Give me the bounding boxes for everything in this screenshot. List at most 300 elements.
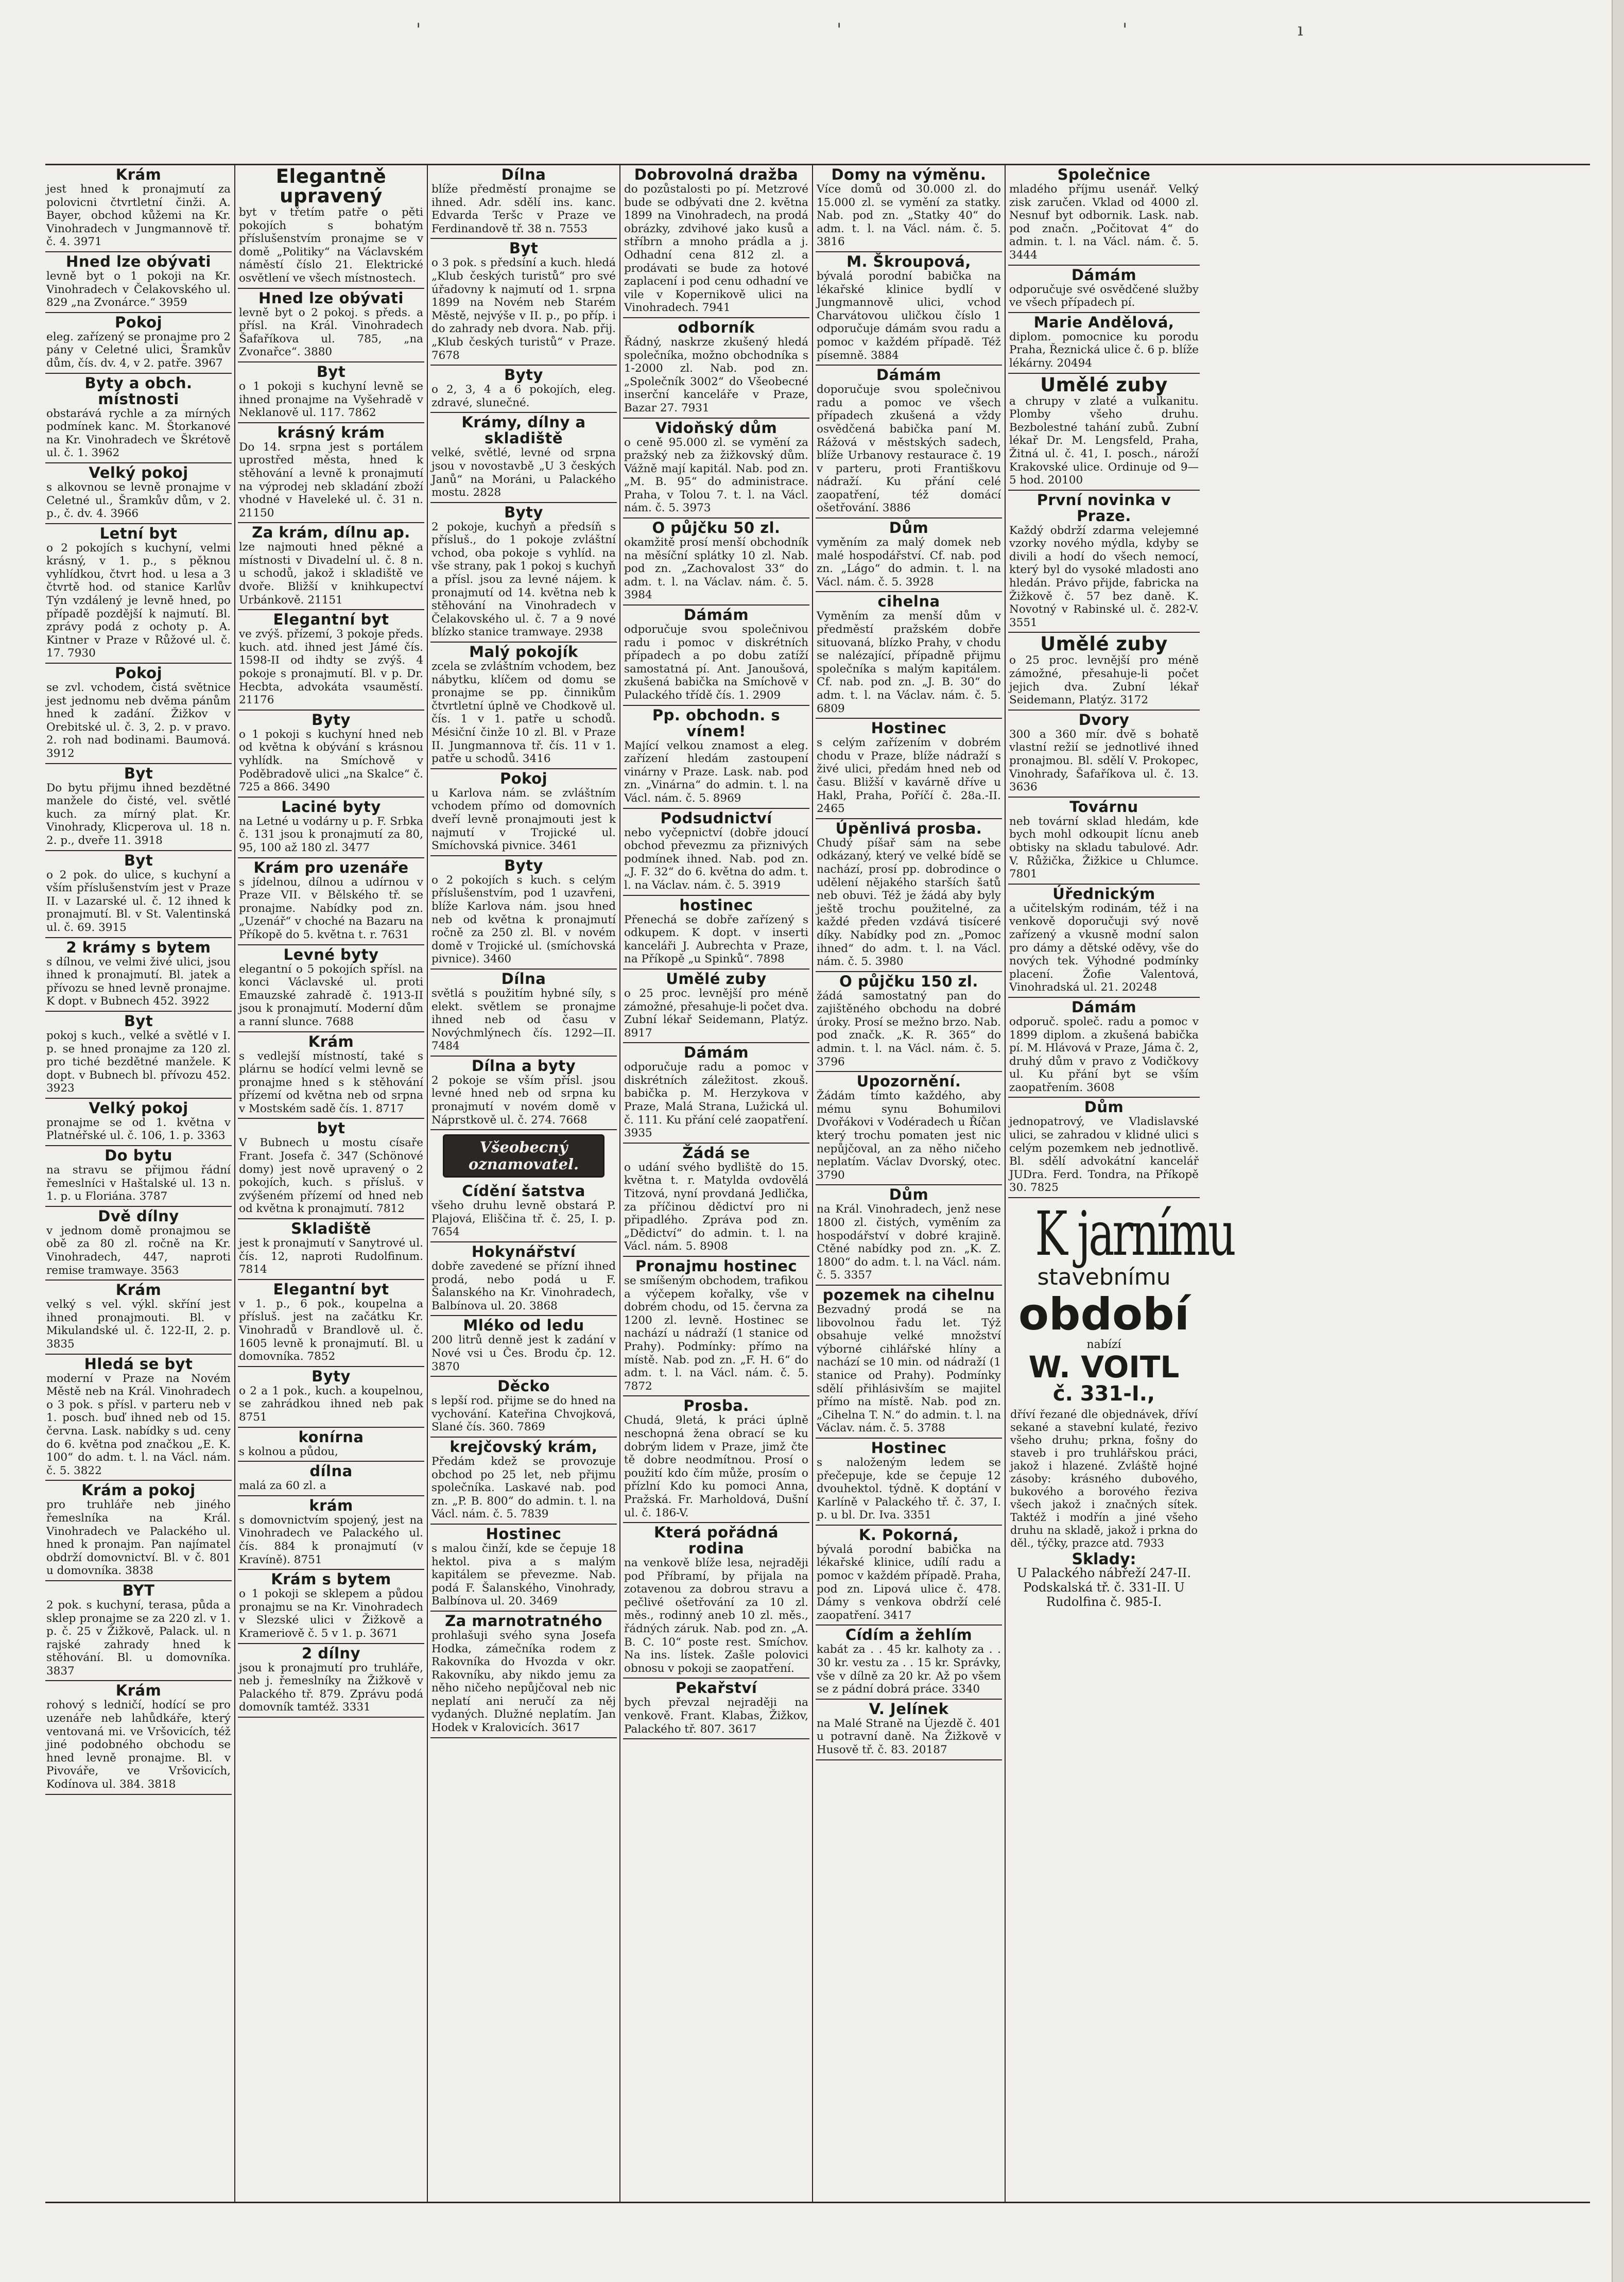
ad-text: bych převzal nejraději na venkově. Frant. Klabas, Žižkov, Palackého tř. 807. 3617 (624, 1696, 808, 1736)
classified-ad (238, 1496, 424, 1570)
ad-heading: Elegantní byt (273, 1280, 389, 1298)
classified-ad (623, 1396, 809, 1523)
classified-ad (623, 165, 809, 318)
ad-text: o 2 pokojích s kuch. s celým příslušenstvím, pod 1 uzavřeni, blíže Karlova nám. jsou hned neb od května k pronajmutí ročně za 250 zl. Bl. v novém domě v Trojické ul. (smíchovská pivnice). 3460 (431, 873, 616, 966)
classified-ad (238, 858, 424, 945)
ad-heading: Krám pro uzenáře (253, 858, 409, 876)
classified-ad (816, 1185, 1002, 1286)
ad-heading: cihelna (877, 593, 940, 611)
ad-heading: Levné byty (283, 945, 379, 963)
ad-heading: Dům (889, 519, 929, 537)
ad-heading: odborník (678, 318, 755, 336)
top-mark: ı (1298, 20, 1303, 40)
column-rule (619, 165, 620, 2202)
ad-text: na Malé Straně na Újezdě č. 401 u potravní daně. Na Žižkově v Husově tř. č. 83. 20187 (817, 1717, 1001, 1756)
ad-heading: Krám a pokoj (81, 1481, 196, 1499)
column-rule (1005, 165, 1006, 2202)
classified-ad (45, 1681, 232, 1794)
ad-text: o 1 pokoji se sklepem a půdou pronajmu se na Kr. Vinohradech v Slezské ulici v Žižkově a Krameriově č. 5 v 1. p. 3671 (239, 1587, 423, 1640)
ad-heading: Úřednickým (1052, 885, 1155, 903)
ad-heading: V. Jelínek (869, 1700, 949, 1718)
ad-text: odporučuje svou společnivou radu i pomoc v diskrétních případech a po dobu zatíží samostatná pí. Ant. Janoušová, zkušená babička na Smíchově v Pulackého třídě čís. 1. 2909 (624, 623, 808, 702)
classified-ad (238, 1219, 424, 1280)
ad-text: rohový s ledničí, hodící se pro uzenáře neb lahůdkáře, který ventovaná mi. ve Vršovicích, též jiné podobného obchodu se hned levně pronajme. Bl. v Pivováře, ve Vršovicích, Kodínova ul. 384. 3818 (46, 1699, 231, 1791)
column-rule (234, 165, 235, 2202)
classified-ad (45, 851, 232, 938)
ad-text: na venkově blíže lesa, nejraději pod Příbramí, by přijala na zotavenou za dobrou stravu a pečlivé ošetřování za 10 zl. měs., rodinný aneb 10 zl. měs., řádných záruk. Nab. pod zn. „A. B. C. 10“ poste rest. Smíchov. Na ins. lístek. Zašle polovici obnosu v pokoji se zaopatření. (624, 1557, 808, 1675)
ad-text: na Král. Vinohradech, jenž nese 1800 zl. čistých, vyměním za hospodářství v dobré krajině. Ctěné nabídky pod zn. „K. Z. 1800“ do adm. t. l. na Václ. nám. č. 5. 3357 (817, 1203, 1001, 1282)
classified-ad (45, 1012, 232, 1099)
ad-heading: Za marnotratného (445, 1612, 602, 1630)
column-5 (816, 165, 1002, 2202)
ad-heading: Umělé zuby (666, 970, 767, 988)
ad-heading: Laciné byty (281, 798, 381, 816)
ad-heading: Dámám (876, 366, 942, 384)
ad-text: o 2 pokojích s kuchyní, velmi krásný, v 1. p., s pěknou vyhlídkou, čtvrt hod. u lesa a 3 čtvrtě hod. od stanice Karlův Týn vzdálený je levně hned, po případě pozdější k najmutí. Bl. zprávy podá z ochoty p. A. Kintner v Praze v Růžové ul. č. 17. 7930 (46, 541, 231, 660)
ad-heading: Byt (316, 362, 346, 381)
classified-ad (430, 1525, 617, 1612)
ad-heading: Velký pokoj (89, 1099, 188, 1117)
classified-ad (623, 1523, 809, 1679)
classified-ad (816, 592, 1002, 719)
ad-text: Předám kdež se provozuje obchod po 25 let, neb přijmu společníka. Laskavé nab. pod zn. „P. B. 800“ do admin. t. l. na Václ. nám. č. 5. 7839 (431, 1455, 616, 1521)
ad-text: mladého příjmu usenář. Velký zisk zaručen. Vklad od 4000 zl. Nesnuf byt odbornik. Lask. nab. pod značn. „Počitovat 4“ do admin. t. l. na Václ. nám. č. 5. 3444 (1009, 183, 1199, 262)
ad-text: 2 pok. s kuchyní, terasa, půda a sklep pronajme se za 220 zl. v 1. p. č. 25 v Žižkově, Palack. ul. n rajské zahrady hned k stěhování. Bl. u domovníka. 3837 (46, 1598, 231, 1678)
ad-heading: Podsudnictví (660, 809, 772, 827)
ad-heading: Dům (889, 1186, 929, 1204)
ad-text: doporučuje svou společnivou radu a pomoc ve všech případech zkušená a vždy osvědčená babička paní M. Rážová v městských sadech, blíže Urbanovy restaurace č. 19 v parteru, proti Františkovu nádraží. Ku přání celé zaopatření, též domácí ošetřování. 3886 (817, 383, 1001, 515)
ad-text: diplom. pomocnice ku porodu Praha, Řeznická ulice č. 6 p. blíže lékárny. 20494 (1009, 330, 1199, 370)
ad-heading: Pronajmu hostinec (635, 1257, 798, 1275)
ad-text: a chrupy v zlaté a vulkanitu. Plomby všeho druhu. Bezbolestné tahání zubů. Zubní lékař Dr. M. Lengsfeld, Praha, Žitná ul. č. 41, I. posch., nároží Krakovské ulice. Ordinuje od 9—5 hod. 20100 (1009, 394, 1199, 487)
ad-text: byt v třetím patře o pěti pokojích s bohatým příslušenstvím pronajme se v domě „Politiky“ na Václavském náměstí číslo 21. Elektrické osvětlení ve všech místnostech. (239, 206, 423, 285)
ad-heading: Pekařství (675, 1679, 757, 1697)
ad-text: jest hned k pronajmutí za polovicni čtvrtletní činži. A. Bayer, obchod kůžemi na Kr. Vinohradech v Jungmannově tř. č. 4. 3971 (46, 183, 231, 249)
ad-text: v 1. p., 6 pok., koupelna a přísluš. jest na začátku Kr. Vinohradů v Brandlově ul. č. 1605 levně k pronajmutí. Bl. u domovníka. 7852 (239, 1297, 423, 1363)
ad-text: s vedlejší místností, také s plárnu se hodící velmi levně se pronajme hned s k stěhování přízemí od května neb od srpna v Mostském sadě čís. 1. 8717 (239, 1049, 423, 1115)
ad-text: s naloženým ledem se přečepuje, kde se čepuje 12 dvouhektol. týdně. K doptání v Karlíně v Palackého tř. č. 37, I. p. u bl. Dr. Iva. 3351 (817, 1456, 1001, 1522)
ad-text: odporuč. společ. radu a pomoc v 1899 diplom. a zkušená babička pí. M. Hlávová v Praze, Jáma č. 2, druhý dům v pravo z Vodičkovy ul. Ku přání byt se vším zaopatřením. 3608 (1009, 1015, 1199, 1094)
ad-heading: Která pořádná rodina (654, 1524, 779, 1558)
ad-heading: Umělé zuby (1040, 633, 1168, 655)
ad-heading: krejčovský krám, (450, 1438, 598, 1456)
classified-ad (238, 711, 424, 798)
classified-ad (1008, 998, 1200, 1098)
classified-ad (816, 252, 1002, 366)
ad-heading: O půjčku 50 zl. (652, 519, 781, 537)
promo-subline: nabízí (1086, 1338, 1121, 1352)
ad-heading: Cídím a žehlím (845, 1626, 973, 1644)
classified-ad (238, 362, 424, 423)
top-mark: ' (837, 20, 842, 40)
ad-heading: Umělé zuby (1040, 373, 1168, 396)
classified-ad (45, 313, 232, 374)
classified-ad (816, 366, 1002, 518)
ad-text: Žádám tímto každého, aby mému synu Bohumilovi Dvořákovi v Vodéradech u Říčan který trochu pomaten jest nic nepůjčoval, an za něho ničeho neplatím. Václav Dvorský, otec. 3790 (817, 1090, 1001, 1182)
classified-ad (238, 610, 424, 711)
ad-heading: Hledá se byt (84, 1355, 193, 1373)
classified-ad (238, 1119, 424, 1219)
ad-text: neb tovární sklad hledám, kde bych mohl odkoupit lícnu aneb obtisky na skladu tabulové. Adr. V. Růžička, Žižkice u Chlumce. 7801 (1009, 815, 1199, 881)
ad-heading: Děcko (497, 1377, 550, 1395)
classified-ad (45, 1099, 232, 1146)
column-2 (238, 165, 424, 2202)
ad-heading: Hostinec (871, 719, 947, 737)
classified-ad (45, 1481, 232, 1581)
ad-heading: Úpěnlivá prosba. (835, 819, 982, 837)
ad-text: jsou k pronajmutí pro truhláře, neb j. řemeslníky na Žižkově v Palackého tř. 879. Zprávu podá domovník tamtéž. 3331 (239, 1661, 423, 1714)
top-marks (0, 20, 1624, 40)
ad-text: jest k pronajmutí v Sanytrové ul. čís. 12, naproti Rudolfinum. 7814 (239, 1237, 423, 1276)
ad-text: ve zvýš. přízemí, 3 pokoje předs. kuch. atd. ihned jest Jámé čís. 1598-II od ihdty se zvýš. 4 pokoje s pronajmutí. Bl. v p. Dr. Hecbta, advokáta vsauměstí. 21176 (239, 628, 423, 707)
ad-text: kabát za . . 45 kr. kalhoty za . . 30 kr. vestu za . . 15 kr. Správky, vše v dílně za 20 kr. Až po všem se z pádní dobrá práce. 3340 (817, 1643, 1001, 1696)
ad-heading: Dílna a byty (471, 1057, 576, 1075)
classified-ad (816, 819, 1002, 972)
classified-ad (430, 856, 617, 970)
ad-text: 200 litrů denně jest k zadání v Nové vsi u Čes. Brodu čp. 12. 3870 (431, 1334, 616, 1373)
ad-text: u Karlova nám. se zvláštním vchodem přímo od domovních dveří levně pronajmouti jest k najmutí v Trojické ul. Smíchovská pivnice. 3461 (431, 786, 616, 853)
ad-heading: Žádá se (682, 1144, 750, 1162)
classified-ad (238, 289, 424, 362)
classified-ad (238, 945, 424, 1032)
classified-ad (623, 1043, 809, 1144)
classified-ad (45, 1281, 232, 1354)
ad-heading: 2 krámy s bytem (66, 938, 211, 956)
ad-text: Řádný, naskrze zkušený hledá společníka, možno obchodníka s 1-2000 zl. Nab. pod zn. „Společník 3002“ do Všeobecné inserční kanceláře v Praze, Bazar 27. 7931 (624, 335, 808, 414)
ad-text: moderní v Praze na Novém Městě neb na Král. Vinohradech o 3 pok. s přísl. v parteru neb v 1. posch. buď ihned neb od 15. června. Lask. nabídky s ud. ceny do 6. května pod značkou „E. K. 100“ do adm. t. l. na Václ. nám. č. 5. 3822 (46, 1372, 231, 1477)
ad-heading: Dámám (1071, 998, 1137, 1016)
ad-heading: Továrnu (1069, 798, 1138, 816)
ad-heading: pozemek na cihelnu (822, 1286, 995, 1304)
column-4 (623, 165, 809, 2202)
classified-ad (430, 239, 617, 366)
ad-text: o 2 pok. do ulice, s kuchyní a vším příslušenstvím jest v Praze II. v Lazarské ul. č. 12 ihned k pronajmutí. Bl. v St. Valentinská ul. č. 69. 3915 (46, 868, 231, 934)
column-6 (1008, 165, 1234, 2202)
classified-ad (430, 1612, 617, 1738)
ad-text: Do 14. srpna jest s portálem uprostřed města, hned k stěhování a levně k pronajmutí na výprodej neb skladání zboží vhodné v Haveleké ul. č. 31 n. 21150 (239, 440, 423, 520)
ad-heading: Byty (312, 1367, 351, 1385)
promo-address: č. 331-I., (1052, 1381, 1155, 1406)
classified-ad (45, 764, 232, 851)
ad-text: nebo vyčepnictví (dobře jdoucí obchod převezmu za přiznivých podmínek ihned. Nab. pod zn. „J. F. 32“ do 6. května do adm. t. l. na Václav. nám. č. 5. 3919 (624, 826, 808, 892)
ad-text: jednopatrový, ve Vladislavské ulici, se zahradou v klidné ulici s celým pozemkem neb jednotlivě. Bl. sdělí advokátní kancelář JUDra. Ferd. Tondra, na Příkopě 30. 7825 (1009, 1115, 1199, 1195)
ad-heading: Byt (509, 239, 539, 257)
ad-text: malá za 60 zl. a (239, 1479, 326, 1493)
classified-ad (45, 463, 232, 524)
ad-text: odporučuje své osvědčené služby ve všech případech pí. (1009, 283, 1199, 309)
promo-subline: stavebnímu (1037, 1264, 1171, 1291)
classified-ad (1008, 266, 1200, 313)
ad-text: o 2 a 1 pok., kuch. a koupelnou, se zahrádkou ihned neb pak 8751 (239, 1384, 423, 1424)
classified-ad (430, 1182, 617, 1242)
classified-ad (816, 1700, 1002, 1760)
classified-ad (45, 524, 232, 664)
classified-ad (45, 938, 232, 1012)
ad-text: dobře zavedené se přízní ihned prodá, nebo podá u F. Šalanského na Kr. Vinohradech, Balbínova ul. 20. 3868 (431, 1260, 616, 1312)
ad-heading: Do bytu (105, 1147, 172, 1165)
ad-text: s kolnou a půdou, (239, 1445, 338, 1458)
ad-heading: Dům (1084, 1098, 1124, 1116)
ad-heading: Dobrovolná dražba (634, 166, 799, 183)
classified-ad (816, 719, 1002, 819)
ad-text: velké, světlé, levné od srpna jsou v novostavbě „U 3 českých Janů“ na Moráni, u Palackého mostu. 2828 (431, 446, 616, 499)
ad-text: s dílnou, ve velmi živé ulici, jsou ihned k pronajmutí. Bl. jatek a přívozu se hned levně pronajme. K dopt. v Bubnech 452. 3922 (46, 955, 231, 1008)
classified-ad (238, 423, 424, 524)
ad-text: 2 pokoje, kuchyň a předsíň s přísluš., do 1 pokoje zvláštní vchod, oba pokoje s vyhlíd. na vše strany, pak 1 pokoj s kuchyň a přísl. jsou za levné nájem. k pronajmutí od 14. května neb k stěhování na Vinohradech v Čelakovského ul. č. 7 a 9 nové blízko stanice tramwaye. 2938 (431, 520, 616, 639)
ad-text: V Bubnech u mostu císaře Frant. Josefa č. 347 (Schönové domy) jest nově upravený o 2 pokojích, kuch. s přísluš. v zvýšeném přízemí od hned neb od května k pronajmutí. 7812 (239, 1136, 423, 1216)
ad-text: o udání svého bydliště do 15. května t. r. Matylda ovdovělá Titzová, nyní provdaná Jedlička, za příčinou dědictví pro ni připadlého. Zpráva pod zn. „Dědictví“ do admin. t. l. na Václ. nám. 5. 8908 (624, 1161, 808, 1253)
classified-ad (816, 1526, 1002, 1626)
ad-text: Přenechá se dobře zařízený s odkupem. K dopt. v inserti kanceláři J. Aubrechta v Praze, na Příkopě „u Spinků“. 7898 (624, 913, 808, 966)
ad-text: Chudý píšař sám na sebe odkázaný, který ve velké bídě se nachází, prosí pp. dobrodince o udělení nějakého starších šatů neb obuvi. Též je žádá aby byly ještě trochu použitelné, za každé předen vzdává tisíceré díky. Nabídky pod zn. „Pomoc ihned“ do adm. t. l. na Václ. nám. č. 5. 3980 (817, 836, 1001, 969)
ad-text: Chudá, 9letá, k práci úplně neschopná žena obrací se ku dobrým lidem v Praze, jimž čte tě dobre neodmítnou. Prosí o použití kdo čím může, prosím o přízlní Kdo ku pomoci Anna, Pražská. Fr. Marholdová, Dušní ul. č. 186-V. (624, 1414, 808, 1519)
classified-ad (238, 1462, 424, 1496)
ad-heading: Byty (312, 711, 351, 729)
ad-text: světlá s použitím hybné síly, s elekt. světlem se pronajme ihned neb od času v Novýchmlýnech čís. 1292—II. 7484 (431, 987, 616, 1053)
ad-text: vyměním za malý domek neb malé hospodářství. Cf. nab. pod zn. „Lágo“ do admin. t. l. na Václ. nám. č. 5. 3928 (817, 536, 1001, 589)
classified-ad (238, 165, 424, 289)
classified-ad (238, 1280, 424, 1367)
ad-heading: Byty a obch. místnosti (84, 374, 193, 408)
ad-text: Mající velkou znamost a eleg. zařízení hledám zastoupení vinárny v Praze. Lask. nab. pod zn. „Vinárna“ do admin. t. l. na Václ. nám. č. 5. 8969 (624, 739, 808, 805)
ad-text: v jednom domě pronajmou se obě za 80 zl. ročně na Kr. Vinohradech, 447, naproti remise tramwaye. 3563 (46, 1224, 231, 1277)
ad-text: žádá samostatný pan do zajištěného obchodu na dobré úroky. Prosí se mežno brzo. Nab. pod značk. „K. R. 365“ do admin. t. l. na Václ. nám. č. 5. 3796 (817, 989, 1001, 1068)
classified-ad (430, 1057, 617, 1130)
ad-text: Každý obdrží zdarma velejemné vzorky nového mýdla, kdyby se divili a hodí do všech nemocí, který byl do vysoké mladosti ano hledán. Právo přijde, fabricka na Žižkově č. 57 bez daně. K. Novotný v Rabinské ul. č. 282-V. 3551 (1009, 524, 1199, 629)
classified-ad (238, 1032, 424, 1119)
ad-heading: Cídění šatstva (462, 1182, 585, 1200)
classified-ad (623, 896, 809, 970)
ad-heading: K. Pokorná, (858, 1526, 959, 1544)
classified-ad (238, 523, 424, 610)
ad-heading: Elegantně upravený (275, 165, 387, 207)
classified-ad (430, 1242, 617, 1316)
classified-ad (430, 1438, 617, 1525)
classified-ad (430, 643, 617, 769)
ad-heading: Pokoj (499, 769, 548, 787)
ad-heading: BYT (122, 1581, 155, 1599)
ad-heading: Hokynářství (471, 1243, 576, 1261)
ad-text: o 25 proc. levnější pro méně zámožné, přesahuje-li počet jejich dva. Zubní lékař Seidemann, Platýz. 3172 (1009, 654, 1199, 707)
ad-heading: Hostinec (486, 1525, 562, 1543)
column-1 (45, 165, 232, 2202)
classified-ad (1008, 711, 1200, 798)
ad-text: Bezvadný prodá se na libovolnou řadu let. Týž obsahuje velké množství výborné cihlářské hlíny a nachází se 10 min. od nádraží (1 stanice od Prahy). Podmínky sdělí přihlásivším se majitel přímo na místě. Nab. pod zn. „Cihelna T. N.“ do admin. t. l. na Václav. nám. č. 5. 3788 (817, 1303, 1001, 1435)
ad-text: o 1 pokoji s kuchyní hned neb od května k obývání s krásnou vyhlídk. na Smíchově v Poděbradově ulici „na Skalce“ č. 725 a 866. 3490 (239, 728, 423, 794)
classified-ad (1008, 313, 1200, 374)
ad-text: Více domů od 30.000 zl. do 15.000 zl. se vymění za statky. Nab. pod zn. „Statky 40“ do adm. t. l. na Václ. nám. č. 5. 3816 (817, 183, 1001, 249)
ad-heading: Společnice (1057, 166, 1151, 183)
ad-text: o 3 pok. s předsíní a kuch. hledá „Klub českých turistů“ pro své úřadovny k najmutí od 1. srpna 1899 na Novém neb Starém Městě, nejvýše v II. p., po příp. i do zahrady neb dvora. Nab. přij. „Klub českých turistů“ v Praze. 7678 (431, 256, 616, 362)
classified-ad (816, 1626, 1002, 1699)
ad-heading: Hned lze obývati (66, 252, 211, 270)
ad-heading: krám (309, 1496, 353, 1514)
promo-body: dříví řezané dle objednávek, dříví sekané a stavební kulaté, řezivo všeho druhu; prkna, fošny do staveb i pro truhlářskou práci, jakož i hlazené. Zvláště hojné zásoby: krásného dubového, bukového a borového řeziva všech jakož i značných sítek. Taktéž i modřín a jiné všeho druhu na skladě, jakož i prkna do děl., týčky, prazce atd. 7933 (1010, 1408, 1198, 1549)
ad-heading: Domy na výměnu. (831, 166, 987, 183)
display-advertisement (1008, 1198, 1234, 1610)
ad-heading: Pokoj (114, 664, 163, 682)
ad-heading: Krám s bytem (271, 1570, 391, 1588)
ad-heading: Krám (115, 1281, 162, 1299)
classified-ad (430, 413, 617, 503)
ad-text: s alkovnou se levně pronajme v Celetné ul., Šramkův dům, v 2. p., č. dv. 4. 3966 (46, 480, 231, 521)
ad-heading: Dámám (683, 1044, 749, 1062)
classified-ad (1008, 165, 1200, 266)
ad-text: do pozůstalosti po pí. Metzrové bude se odbývati dne 2. května 1899 na Vinohradech, na prodá obrázky, zdvihové jako kusů a stříbrn a mnoho prádla a j. Odhadní cena 812 zl. a prodávati se bude za hotové zaplacení i pod cenu odhadní ve vile v Kopernikově ulici na Vinohradech. 7941 (624, 183, 808, 315)
ad-heading: konírna (298, 1428, 364, 1446)
ad-text: odporučuje radu a pomoc v diskrétních záležitost. zkouš. babička p. M. Herzykova v Praze, Malá Strana, Lužická ul. č. 111. Ku přání celé zaopatření. 3935 (624, 1061, 808, 1140)
classified-ad (430, 1377, 617, 1438)
ad-heading: Upozornění. (856, 1073, 961, 1091)
classified-ad (45, 664, 232, 764)
ad-text: na stravu se přijmou řádní řemeslníci v Haštalské ul. 13 n. 1. p. u Floriána. 3787 (46, 1164, 231, 1203)
ad-heading: Malý pokojík (469, 643, 578, 661)
ad-text: lze najmouti hned pěkné a místnosti v Divadelní ul. č. 8 n. u schodů, jakož i skladiště ve dvoře. Bližší v knihkupectví Urbánkově. 21151 (239, 541, 423, 607)
ad-text: blíže předměstí pronajme se ihned. Adr. sdělí ins. kanc. Edvarda Teršc v Praze ve Ferdinandově tř. 38 n. 7553 (431, 183, 616, 235)
top-mark: ' (416, 20, 421, 40)
ad-heading: Byty (504, 366, 543, 384)
ad-heading: Dvě dílny (98, 1207, 179, 1225)
ad-heading: O půjčku 150 zl. (839, 972, 978, 990)
ad-text: o 25 proc. levnější pro méně zámožné, přesahuje-li počet dva. Zubní lékař Seidemann, Platýz. 8917 (624, 987, 808, 1040)
ad-text: levně byt o 1 pokoji na Kr. Vinohradech v Čelakovského ul. 829 „na Zvonárce.“ 3959 (46, 269, 231, 309)
ad-heading: Hned lze obývati (258, 289, 404, 307)
classified-ad (816, 1072, 1002, 1185)
ad-heading: Marie Andělová, (1033, 313, 1174, 331)
ad-text: 300 a 360 mír. dvě s bohatě vlastní režií se jednotlivé ihned pronajmou. Bl. sdělí V. Prokopec, Vinohrady, Šafaříkova ul. č. 13. 3636 (1009, 728, 1199, 794)
section-banner: Všeobecný oznamovatel. (443, 1134, 604, 1178)
classified-ad (45, 165, 232, 252)
ad-heading: Skladiště (291, 1220, 371, 1238)
ad-heading: První novinka v Praze. (1036, 491, 1171, 525)
classified-ad (45, 1146, 232, 1207)
classified-ad (623, 318, 809, 419)
promo-headline: K jarnímu (1035, 1198, 1234, 1270)
newspaper-classifieds-page (45, 164, 1590, 2203)
ad-text: s domovnictvím spojený, jest na Vinohradech ve Palackého ul. čís. 884 k pronajmutí (v Kravíně). 8751 (239, 1513, 423, 1566)
ad-text: obstarává rychle a za mírných podmínek kanc. M. Štorkanové na Kr. Vinohradech ve Škrétově ul. č. 1. 3962 (46, 407, 231, 460)
ad-text: Do bytu přijmu ihned bezdětné manžele do čisté, vel. světlé kuch. za mírný plat. Kr. Vinohrady, Klicperova ul. 18 n. 2. p., dveře 11. 3918 (46, 781, 231, 847)
ad-heading: Vidoňský dům (655, 419, 778, 437)
classified-ad (430, 970, 617, 1057)
classified-ad (45, 374, 232, 463)
ad-text: zcela se zvláštním vchodem, bez nábytku, klíčem od domu se pronajme se pp. činnikům čtvrtletní úplně ve Chodkově ul. čís. 1 v 1. patře u schodů. Mésiční činže 10 zl. Bl. v Praze II. Jungmannova tř. čís. 11 v 1. patře u schodů. 3416 (431, 660, 616, 766)
ad-text: s malou činží, kde se čepuje 18 hektol. piva a s malým kapitálem se převezme. Nab. podá F. Šalanského, Vinohrady, Balbínova ul. 20. 3469 (431, 1542, 616, 1608)
page-edge (1612, 0, 1624, 2282)
ad-heading: 2 dílny (302, 1644, 360, 1662)
promo-sklady-heading: Sklady: (1072, 1550, 1136, 1568)
classified-ad (623, 1679, 809, 1739)
ad-heading: Dámám (1071, 266, 1137, 284)
ad-text: s lepší rod. přijme se do hned na vychování. Kateřina Chvojková, Slané čís. 360. 7869 (431, 1394, 616, 1434)
classified-ad (45, 1581, 232, 1682)
ad-text: o 2, 3, 4 a 6 pokojích, eleg. zdravé, slunečné. (431, 383, 616, 409)
classified-ad (238, 1644, 424, 1718)
promo-subline: období (1018, 1289, 1190, 1341)
ad-heading: M. Škroupová, (846, 252, 971, 270)
classified-ad (238, 1367, 424, 1428)
classified-ad (238, 1428, 424, 1462)
classified-ad (816, 518, 1002, 592)
ad-heading: Byt (124, 764, 153, 782)
classified-ad (816, 972, 1002, 1073)
classified-ad (623, 518, 809, 606)
ad-heading: Krám (115, 166, 162, 183)
ad-text: se smíšeným obchodem, trafikou a výčepem kořalky, vše v dobrém chodu, od 15. června za 1200 zl. levně. Hostinec se nachází u nádraží (1 stanice od Prahy). Podmínky: přímo na místě. Nab. pod zn. „F. H. 6“ do adm. t. l. na Václ. nám. č. 5. 7872 (624, 1274, 808, 1393)
ad-heading: Krám (308, 1032, 354, 1050)
ad-text: všeho druhu levně obstará P. Plajová, Eliščina tř. č. 25, I. p. 7654 (431, 1199, 616, 1239)
ad-heading: Mléko od ledu (463, 1317, 584, 1335)
ad-heading: Za krám, dílnu ap. (252, 524, 410, 542)
classified-ad (430, 503, 617, 643)
ad-heading: Byt (124, 851, 153, 869)
classified-ad (1008, 1098, 1200, 1198)
ad-heading: Velký pokoj (89, 463, 188, 481)
ad-heading: Krámy, dílny a skladiště (461, 413, 586, 447)
classified-ad (430, 1316, 617, 1377)
ad-text: s celým zařízením v dobrém chodu v Praze, blíže nádraží s živé ulici, předám hned neb od času. Bližší v kavárně dříve u Hakl, Praha, Poříčí č. 28a.-II. 2465 (817, 736, 1001, 816)
ad-heading: Dílna (501, 970, 546, 988)
classified-ad (1008, 374, 1200, 491)
ad-heading: Hostinec (871, 1439, 947, 1457)
ad-text: elegantní o 5 pokojích spřísl. na konci Václavské ul. proti Emauzské zahradě č. 1913-II jsou k pronajmutí. Moderní dům a ranní slunce. 7688 (239, 962, 423, 1028)
ad-text: a učitelským rodinám, též i na venkově doporučuji svý nově zařízený a vkusně modní salon pro dámy a dětské oděvy, vše do nových tek. Výhodné podmínky placení. Žofie Valentová, Vinohradská ul. 21. 20248 (1009, 902, 1199, 994)
classified-ad (45, 1207, 232, 1281)
ad-heading: krásný krám (277, 423, 385, 441)
classified-ad (816, 165, 1002, 252)
ad-text: pokoj s kuch., velké a světlé v I. p. se hned pronajme za 120 zl. pro tiché bezdětné manžele. K dopt. v Bubnech bl. přívozu 452. 3923 (46, 1029, 231, 1095)
ad-heading: Letní byt (99, 524, 178, 542)
classified-ad (623, 1144, 809, 1257)
column-rule (812, 165, 813, 2202)
ad-text: se zvl. vchodem, čistá světnice jest jednomu neb dvěma pánům hned k zadání. Žižkov v Orebitské ul. č. 3, 2. p. v pravo. 2. roh nad bodinami. Baumová. 3912 (46, 681, 231, 760)
ad-heading: Krám (115, 1682, 162, 1700)
column-rule (427, 165, 428, 2202)
ad-heading: Pokoj (114, 313, 163, 331)
classified-ad (816, 1439, 1002, 1526)
classified-ad (430, 366, 617, 413)
ad-heading: Dílna (501, 166, 546, 183)
ad-text: eleg. zařízený se pronajme pro 2 pány v Celetné ulici, Šramkův dům, čís. dv. 4, v 2. patře. 3967 (46, 330, 231, 370)
promo-company: W. VOITL (1028, 1349, 1180, 1385)
ad-text: pronajme se od 1. května v Platnéřské ul. č. 106, 1. p. 3363 (46, 1116, 231, 1143)
ad-heading: Byty (504, 503, 543, 521)
classified-ad (623, 706, 809, 809)
ad-heading: byt (317, 1119, 345, 1137)
classified-ad (623, 419, 809, 519)
classified-ad (45, 252, 232, 313)
ad-text: o ceně 95.000 zl. se vymění za pražský neb za žižkovský dům. Vážně mají kapitál. Nab. pod zn. „M. B. 95“ do administrace. Praha, v Tolou 7. t. l. na Václ. nám. č. 5. 3973 (624, 436, 808, 515)
classified-ad (1008, 491, 1200, 633)
classified-ad (623, 1257, 809, 1396)
ad-text: levně byt o 2 pokoj. s předs. a přísl. na Král. Vinohradech Šafaříkova ul. 785, „na Zvonařce“. 3880 (239, 306, 423, 359)
ad-text: bývalá porodní babička na lékařské klinice bydlí v Jungmannově ulici, vchod Charvátovou uličkou číslo 1 odporučuje dámám svou radu a pomoc v každém případě. Též písemně. 3884 (817, 269, 1001, 362)
ad-text: na Letné u vodárny u p. F. Srbka č. 131 jsou k pronajmutí za 80, 95, 100 až 180 zl. 3477 (239, 815, 423, 854)
ad-heading: dílna (309, 1462, 353, 1480)
ad-heading: Dvory (1078, 711, 1130, 729)
promo-sklady-list: U Palackého nábřeží 247-II. Podskalská tř. č. 331-II. U Rudolfina č. 985-I. (1016, 1566, 1191, 1610)
ad-heading: Dámám (683, 606, 749, 624)
ad-text: okamžitě prosí menší obchodník na měsíční splátky 10 zl. Nab. pod zn. „Zachovalost 33“ do adm. t. l. na Václav. nám. č. 5. 3984 (624, 536, 808, 602)
classified-ad (816, 1286, 1002, 1439)
ad-heading: Byty (504, 856, 543, 874)
classified-ad (1008, 633, 1200, 710)
ad-text: 2 pokoje se vším přísl. jsou levné hned neb od srpna ku pronajmutí v novém domě v Náprstkově ul. č. 274. 7668 (431, 1074, 616, 1127)
ad-text: velký s vel. výkl. skříní jest ihned pronajmouti. Bl. v Mikulandské ul. č. 122-II, 2. p. 3835 (46, 1298, 231, 1351)
ad-text: s jídelnou, dílnou a udírnou v Praze VII. v Bělského tř. se pronajme. Nabídky pod zn. „Uzenář“ v choché na Bazaru na Příkopě do 5. května t. r. 7631 (239, 875, 423, 941)
ad-heading: Elegantní byt (273, 611, 389, 629)
ad-text: bývalá porodní babička na lékařské klinice, udílí radu a pomoc v každém případě. Praha, pod zn. Lipová ulice č. 478. Dámy s venkova obdrží celé zaopatření. 3417 (817, 1543, 1001, 1622)
